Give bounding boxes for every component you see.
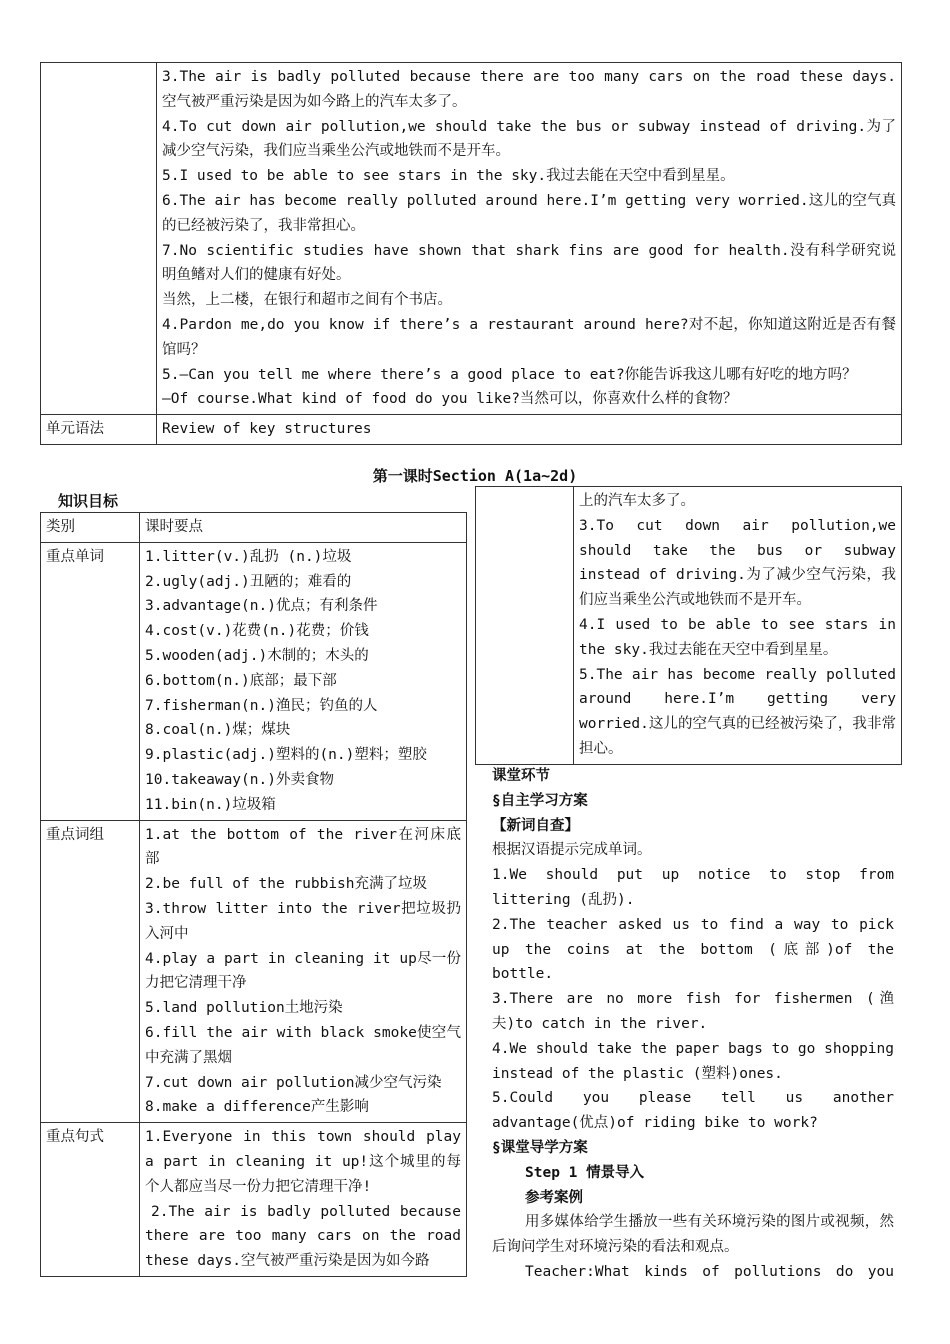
word-item: 5.wooden(adj.)木制的；木头的 (145, 647, 369, 664)
phrase-item: 8.make a difference产生影响 (145, 1099, 369, 1116)
sentence-item: 1.Everyone in this town should play a part in cleaning it up!这个城里的每个人都应当尽一份力把它清理干净! (145, 1129, 461, 1195)
exercise-item: 2.The teacher asked us to find a way to pick up the coins at the bottom (底部)of the bottle. (492, 916, 894, 983)
continued-sentences-table (475, 486, 902, 765)
header-points: 课时要点 (140, 513, 467, 543)
top-table-content-cell (157, 63, 902, 415)
phrases-cell (140, 820, 467, 1123)
continued-line: 3.To cut down air pollution,we should take the bus or subway instead of driving.为了减少空气污染，我们应当乘坐公汽或地铁而不是开车。 (579, 517, 896, 609)
class-section (492, 764, 894, 1285)
exercise-item: 3.There are no more fish for fishermen (渔夫)to catch in the river. (492, 991, 894, 1032)
teacher-line: Teacher:What kinds of pollutions do you (525, 1263, 894, 1280)
content-line: 7.No scientific studies have shown that shark fins are good for health.没有科学研究说明鱼鳍对人们的健康有好处。 (162, 242, 896, 284)
word-item: 2.ugly(adj.)丑陋的；难看的 (145, 573, 352, 590)
section-heading: 课堂环节 (492, 768, 550, 784)
grammar-label: 单元语法 (41, 415, 157, 445)
step1-heading: Step 1 情景导入 (525, 1164, 645, 1181)
knowledge-goal-heading: 知识目标 (58, 492, 119, 510)
lesson-title: 第一课时Section A(1a~2d) (372, 467, 578, 485)
phrase-item: 6.fill the air with black smoke使空气中充满了黑烟 (145, 1024, 461, 1066)
word-item: 6.bottom(n.)底部；最下部 (145, 672, 337, 689)
word-item: 4.cost(v.)花费(n.)花费；价钱 (145, 623, 369, 640)
phrase-item: 5.land pollution土地污染 (145, 1000, 343, 1017)
header-category: 类别 (41, 513, 140, 543)
words-label: 重点单词 (41, 542, 140, 820)
content-line: 当然，上二楼，在银行和超市之间有个书店。 (162, 292, 452, 309)
sentences-cell (140, 1123, 467, 1277)
continued-line: 上的汽车太多了。 (579, 493, 695, 509)
sentences-label: 重点句式 (41, 1123, 140, 1277)
continued-line: 5.The air has become really polluted around here.I’m getting very worried.这儿的空气真的已经被污染了，我非常担心。 (579, 666, 896, 757)
self-study-heading: §自主学习方案 (492, 792, 588, 809)
phrase-item: 3.throw litter into the river把垃圾扔入河中 (145, 900, 461, 942)
content-line: 3.The air is badly polluted because there are too many cars on the road these days.空气被严重污染是因为如今路上的汽车太多了。 (162, 69, 896, 110)
sentence-item: 2.The air is badly polluted because there are too many cars on the road these days.空气被严重污染是因为如今路 (145, 1203, 461, 1270)
grammar-value: Review of key structures (157, 415, 902, 445)
continued-line: 4.I used to be able to see stars in the sky.我过去能在天空中看到星星。 (579, 616, 896, 658)
word-item: 8.coal(n.)煤；煤块 (145, 722, 291, 739)
phrase-item: 4.play a part in cleaning it up尽一份力把它清理干净 (145, 950, 461, 992)
word-item: 3.advantage(n.)优点；有利条件 (145, 598, 378, 615)
word-item: 9.plastic(adj.)塑料的(n.)塑料；塑胶 (145, 747, 427, 764)
content-line: 6.The air has become really polluted around here.I’m getting very worried.这儿的空气真的已经被污染了，我非常担心。 (162, 192, 896, 234)
phrase-item: 2.be full of the rubbish充满了垃圾 (145, 876, 428, 893)
top-table-blank-cell (41, 63, 157, 415)
content-line: 5.—Can you tell me where there’s a good place to eat?你能告诉我这儿哪有好吃的地方吗？ (162, 366, 857, 383)
content-line: 4.Pardon me,do you know if there’s a restaurant around here?对不起，你知道这附近是否有餐馆吗？ (162, 316, 896, 358)
content-line: 5.I used to be able to see stars in the sky.我过去能在天空中看到星星。 (162, 168, 735, 185)
guide-heading: §课堂导学方案 (492, 1139, 588, 1156)
case-text: 用多媒体给学生播放一些有关环境污染的图片或视频，然后询问学生对环境污染的看法和观点。 (492, 1214, 894, 1256)
word-item: 11.bin(n.)垃圾箱 (145, 796, 276, 813)
phrase-item: 7.cut down air pollution减少空气污染 (145, 1074, 442, 1091)
case-heading: 参考案例 (525, 1189, 583, 1206)
phrases-label: 重点词组 (41, 820, 140, 1123)
instruction-text: 根据汉语提示完成单词。 (492, 842, 652, 859)
continued-blank-cell (476, 487, 574, 765)
content-line: 4.To cut down air pollution,we should take the bus or subway instead of driving.为了减少空气污染，我们应当乘坐公汽或地铁而不是开车。 (162, 118, 896, 160)
exercise-item: 5.Could you please tell us another advantage(优点)of riding bike to work? (492, 1090, 894, 1132)
phrase-item: 1.at the bottom of the river在河床底部 (145, 826, 461, 868)
exercise-item: 1.We should put up notice to stop from littering (乱扔). (492, 867, 894, 908)
lesson-points-table (40, 512, 467, 1277)
word-item: 1.litter(v.)乱扔 (n.)垃圾 (145, 548, 352, 565)
content-line: —Of course.What kind of food do you like?当然可以，你喜欢什么样的食物？ (162, 391, 738, 408)
word-item: 7.fisherman(n.)渔民；钓鱼的人 (145, 697, 378, 714)
exercise-item: 4.We should take the paper bags to go shopping instead of the plastic (塑料)ones. (492, 1040, 894, 1082)
top-table (40, 62, 902, 445)
new-words-heading: 【新词自查】 (492, 817, 579, 834)
words-cell (140, 542, 467, 820)
word-item: 10.takeaway(n.)外卖食物 (145, 771, 334, 788)
continued-content-cell (574, 487, 902, 765)
